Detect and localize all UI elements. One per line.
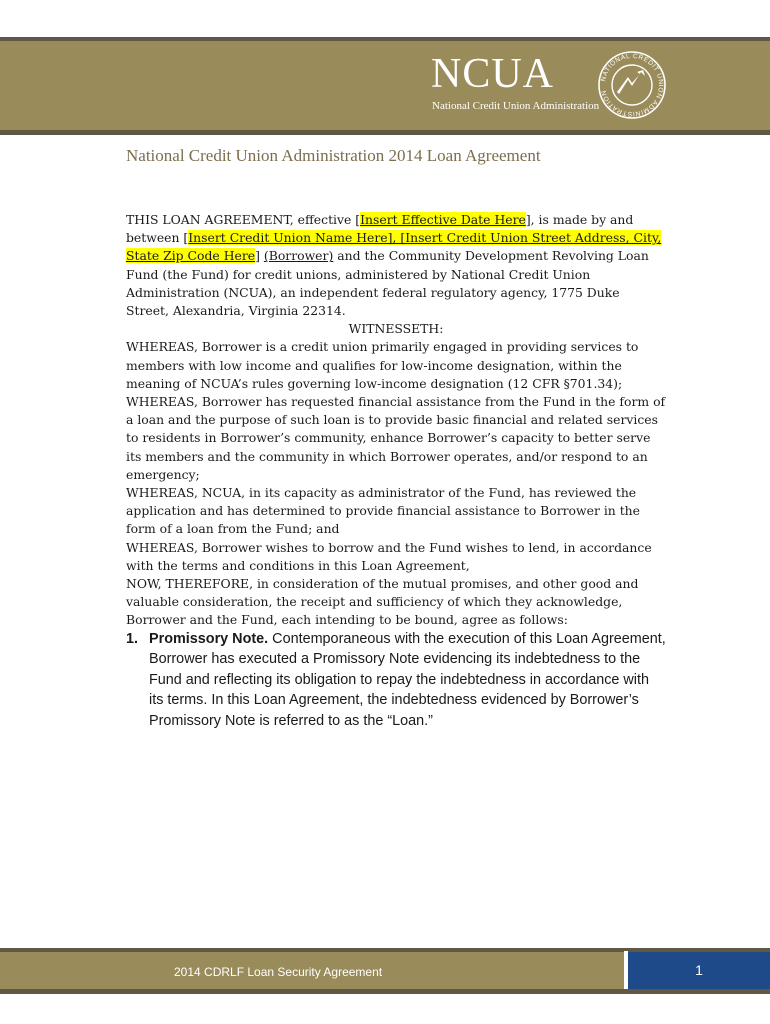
witnesseth-heading: WITNESSETH: (348, 321, 444, 337)
section-body (149, 629, 666, 731)
section-text: Contemporaneous with the execution of this Loan Agreement, Borrower has executed a Promissory Note evidencing its indebtedness to the Fund and reflecting its obligation to repay the indebtedness in accordance with its terms. In this Loan Agreement, the indebtedness evidenced by Borrower’s Promissory Note is referred to as the “Loan.” (149, 631, 666, 729)
borrower-term: (Borrower) (263, 248, 334, 264)
intro-text-4: and the Community Development Revolving Loan Fund (the Fund) for credit unions, administered by National Credit Union Administration (NCUA), an independent federal regulatory agency, 1775 Duke Street, Alexandria, Virginia 22314. (126, 248, 649, 319)
section-number: 1. (126, 631, 139, 647)
whereas-clause-4: WHEREAS, Borrower wishes to borrow and the Fund wishes to lend, in accordance with the terms and conditions in this Loan Agreement, (126, 539, 652, 573)
document-title: National Credit Union Administration 2014 Loan Agreement (126, 146, 541, 165)
agreement-body (126, 211, 666, 630)
credit-union-placeholder: Insert Credit Union Name Here], [Insert Credit Union Street Address, City, State Zip Code Here (126, 230, 662, 264)
seal-text: NATIONAL CREDIT UNION ADMINISTRATION (600, 52, 665, 118)
seal-arrow (617, 70, 645, 94)
ncua-logo-subtitle: National Credit Union Administration (432, 100, 600, 112)
footer-band (0, 948, 770, 994)
section-heading: Promissory Note. (149, 631, 269, 647)
intro-text-2: ], is made by and between [ (126, 212, 634, 246)
whereas-clause-1: WHEREAS, Borrower is a credit union primarily engaged in providing services to members with low income and qualifies for low-income designation, within the meaning of NCUA’s rules governing low-income designation (12 CFR §701.34); (126, 339, 639, 391)
whereas-clause-3: WHEREAS, NCUA, in its capacity as administrator of the Fund, has reviewed the application and has determined to provide financial assistance to Borrower in the form of a loan from the Fund; and (126, 485, 640, 537)
ncua-seal-icon (597, 50, 667, 120)
header-band (0, 37, 770, 135)
intro-paragraph (126, 211, 666, 320)
now-therefore-clause: NOW, THEREFORE, in consideration of the mutual promises, and other good and valuable consideration, the receipt and sufficiency of which they acknowledge, Borrower and the Fund, each intending to be bound, agree as follows: (126, 576, 639, 628)
intro-text-3: ] (255, 248, 264, 264)
page-number-box (628, 952, 770, 989)
intro-text-1: THIS LOAN AGREEMENT, effective [ (126, 212, 361, 227)
whereas-clause-2: WHEREAS, Borrower has requested financial assistance from the Fund in the form of a loan and the purpose of such loan is to provide basic financial and related services to residents in Borrower’s community, enhance Borrower’s capacity to better serve its members and the community in which Borrower operates, and/or respond to an emergency; (126, 394, 666, 482)
footer-label: 2014 CDRLF Loan Security Agreement (174, 965, 383, 979)
effective-date-placeholder: Insert Effective Date Here (360, 212, 526, 227)
page-number: 1 (695, 962, 703, 978)
ncua-logo-wordmark: NCUA (431, 51, 555, 97)
section-promissory-note (126, 629, 666, 731)
